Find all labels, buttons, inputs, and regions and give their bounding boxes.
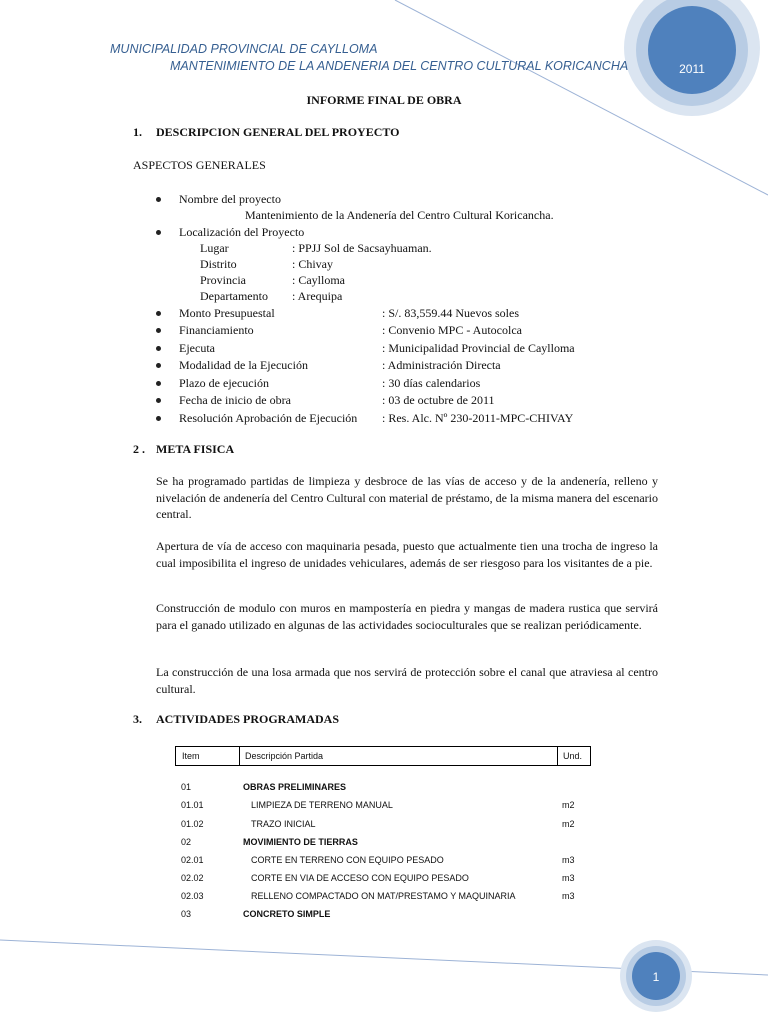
- row-description: CORTE EN VIA DE ACCESO CON EQUIPO PESADO: [251, 873, 469, 883]
- year-badge: [618, 0, 768, 128]
- detail-label: Ejecuta: [179, 341, 215, 355]
- row-item: 01.02: [181, 819, 204, 829]
- section1-heading: DESCRIPCION GENERAL DEL PROYECTO: [156, 125, 400, 139]
- detail-value: : Convenio MPC - Autocolca: [382, 323, 522, 337]
- detail-value: : S/. 83,559.44 Nuevos soles: [382, 306, 520, 320]
- year-label: 2011: [679, 62, 705, 76]
- header-description: Descripción Partida: [245, 751, 324, 761]
- detail-label: Plazo de ejecución: [179, 376, 269, 390]
- bullet-icon: [156, 230, 161, 235]
- detail-label: Financiamiento: [179, 323, 254, 337]
- section2-number: 2 .: [133, 442, 145, 456]
- row-description: OBRAS PRELIMINARES: [243, 782, 347, 792]
- paragraph: Construcción de modulo con muros en mampostería en piedra y mangas de madera rustica que servirá para el ganado utilizado en algunas de las actividades socioculturales que se realizan periódicamente.: [156, 601, 658, 632]
- detail-label: Monto Presupuestal: [179, 306, 275, 320]
- detail-label: Resolución Aprobación de Ejecución: [179, 411, 358, 425]
- bullet-icon: [156, 398, 161, 403]
- row-unit: m3: [562, 873, 575, 883]
- row-unit: m3: [562, 891, 575, 901]
- header-item: Item: [182, 751, 200, 761]
- row-description: CORTE EN TERRENO CON EQUIPO PESADO: [251, 855, 444, 865]
- localizacion-key: Departamento: [200, 289, 268, 303]
- row-unit: m3: [562, 855, 575, 865]
- page-number: 1: [652, 970, 660, 984]
- detail-value: : 03 de octubre de 2011: [382, 393, 495, 407]
- localizacion-value: : Arequipa: [292, 289, 343, 303]
- localizacion-key: Provincia: [200, 273, 246, 287]
- year-badge-inner-circle: [648, 6, 736, 94]
- paragraph: La construcción de una losa armada que nos servirá de protección sobre el canal que atraviesa al centro cultural.: [156, 665, 658, 696]
- row-item: 01.01: [181, 800, 204, 810]
- activities-table-header: [175, 746, 591, 766]
- localizacion-value: : Chivay: [292, 257, 333, 271]
- document-title: INFORME FINAL DE OBRA: [306, 93, 462, 107]
- column-divider: [557, 747, 558, 765]
- detail-label: Fecha de inicio de obra: [179, 393, 291, 407]
- row-unit: m2: [562, 800, 575, 810]
- paragraph: Apertura de vía de acceso con maquinaria pesada, puesto que actualmente tien una trocha de ingreso la cual imposibilita el ingreso de unidades vehiculares, además de ser riesgoso para los visitantes de a pie.: [156, 539, 658, 570]
- row-description: LIMPIEZA DE TERRENO MANUAL: [251, 800, 393, 810]
- row-unit: m2: [562, 819, 575, 829]
- nombre-label: Nombre del proyecto: [179, 192, 281, 206]
- localizacion-label: Localización del Proyecto: [179, 225, 305, 239]
- header-project: MANTENIMIENTO DE LA ANDENERIA DEL CENTRO CULTURAL KORICANCHA: [170, 59, 629, 73]
- bullet-icon: [156, 346, 161, 351]
- bullet-icon: [156, 381, 161, 386]
- header-municipality: MUNICIPALIDAD PROVINCIAL DE CAYLLOMA: [110, 42, 378, 56]
- row-item: 03: [181, 909, 192, 919]
- localizacion-key: Distrito: [200, 257, 237, 271]
- bullet-icon: [156, 416, 161, 421]
- row-description: MOVIMIENTO DE TIERRAS: [243, 837, 358, 847]
- page-number-badge: [620, 940, 694, 1014]
- row-description: RELLENO COMPACTADO ON MAT/PRESTAMO Y MAQUINARIA: [251, 891, 516, 901]
- section1-number: 1.: [133, 125, 142, 139]
- detail-label: Modalidad de la Ejecución: [179, 358, 308, 372]
- localizacion-value: : Caylloma: [292, 273, 345, 287]
- detail-value: : Administración Directa: [382, 358, 501, 372]
- header-unit: Und.: [563, 751, 583, 761]
- row-item: 02.02: [181, 873, 204, 883]
- section1-subheading: ASPECTOS GENERALES: [133, 158, 266, 172]
- detail-value: : Res. Alc. Nº 230-2011-MPC-CHIVAY: [382, 411, 574, 425]
- bullet-icon: [156, 311, 161, 316]
- detail-value: : 30 días calendarios: [382, 376, 481, 390]
- paragraph: Se ha programado partidas de limpieza y desbroce de las vías de acceso y de la andenería, relleno y nivelación de andenería del Centro Cultural con material de préstamo, de la misma manera del escenario central.: [156, 474, 658, 521]
- bullet-icon: [156, 363, 161, 368]
- bullet-icon: [156, 197, 161, 202]
- section2-heading: META FISICA: [156, 442, 235, 456]
- row-description: TRAZO INICIAL: [251, 819, 316, 829]
- row-item: 02: [181, 837, 192, 847]
- row-item: 01: [181, 782, 192, 792]
- column-divider: [239, 747, 240, 765]
- localizacion-value: : PPJJ Sol de Sacsayhuaman.: [292, 241, 432, 255]
- localizacion-key: Lugar: [200, 241, 229, 255]
- detail-value: : Municipalidad Provincial de Caylloma: [382, 341, 575, 355]
- row-item: 02.01: [181, 855, 204, 865]
- section3-heading: ACTIVIDADES PROGRAMADAS: [156, 712, 340, 726]
- section3-number: 3.: [133, 712, 142, 726]
- row-description: CONCRETO SIMPLE: [243, 909, 331, 919]
- nombre-value: Mantenimiento de la Andenería del Centro Cultural Koricancha.: [245, 208, 554, 222]
- row-item: 02.03: [181, 891, 204, 901]
- bullet-icon: [156, 328, 161, 333]
